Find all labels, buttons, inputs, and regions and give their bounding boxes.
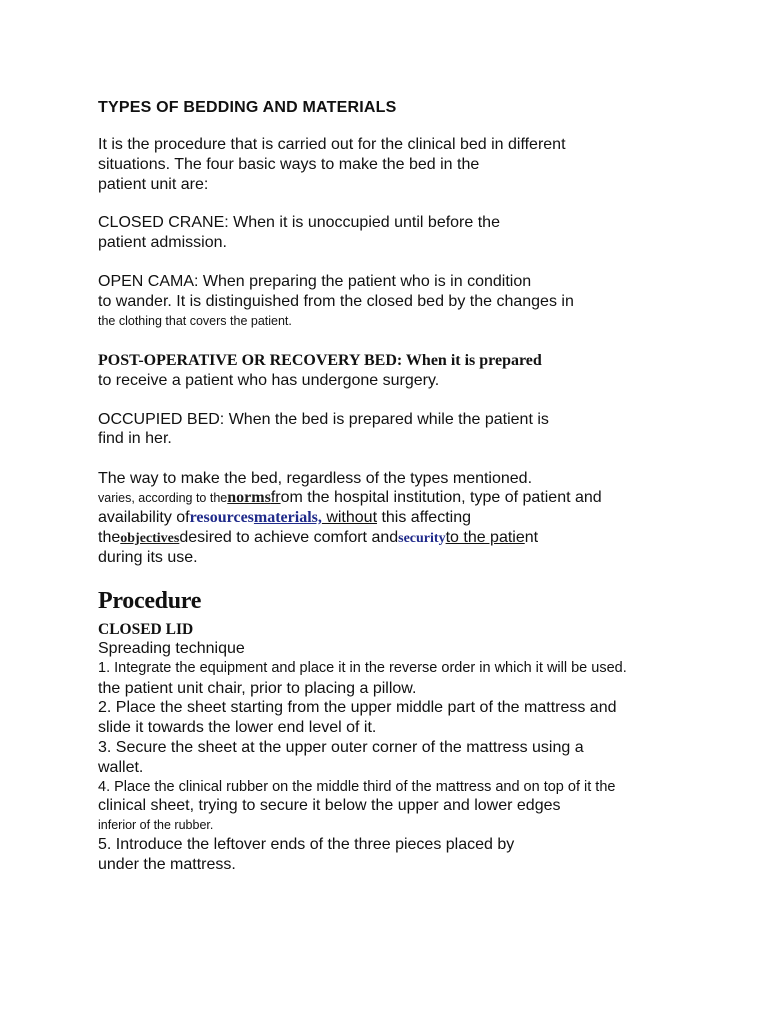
step-line-1: 1. Integrate the equipment and place it in the reverse order in which it will be used. — [98, 660, 627, 676]
step-line-2: the patient unit chair, prior to placing a pillow. — [98, 680, 417, 697]
occupied-line-2: find in her. — [98, 430, 172, 447]
way-line-3 — [98, 508, 471, 528]
post-op-line-1: POST-OPERATIVE OR RECOVERY BED: When it is prepared — [98, 352, 542, 369]
way-line-2-fr: fr — [270, 489, 281, 506]
open-cama-line-3: the clothing that covers the patient. — [98, 314, 292, 328]
step-line-11: under the mattress. — [98, 856, 236, 873]
open-cama-line-1: OPEN CAMA: When preparing the patient who is in condition — [98, 273, 532, 290]
spreading-technique: Spreading technique — [98, 640, 245, 657]
keyword-objectives: objectives — [120, 531, 180, 546]
closed-lid-heading: CLOSED LID — [98, 621, 194, 638]
keyword-resources — [190, 509, 322, 526]
way-line-4 — [98, 528, 538, 549]
step-line-5: 3. Secure the sheet at the upper outer corner of the mattress using a — [98, 739, 584, 756]
closed-crane-line-2: patient admission. — [98, 234, 227, 251]
keyword-norms: norms — [227, 489, 271, 506]
way-line-4-d: nt — [524, 529, 539, 546]
way-line-3-c: this affecting — [377, 509, 471, 526]
way-line-2 — [98, 488, 602, 508]
way-line-4-c: to the patie — [445, 529, 525, 546]
closed-crane-line-1: CLOSED CRANE: When it is unoccupied until before the — [98, 214, 500, 231]
step-line-10: 5. Introduce the leftover ends of the three pieces placed by — [98, 836, 515, 853]
document-title: TYPES OF BEDDING AND MATERIALS — [98, 99, 397, 116]
procedure-heading: Procedure — [98, 588, 202, 614]
keyword-materials: materials, — [253, 509, 322, 526]
post-op-line-2: to receive a patient who has undergone surgery. — [98, 372, 440, 389]
way-line-4-b: desired to achieve comfort and — [179, 529, 399, 546]
way-line-2-small: varies, according to the — [98, 491, 228, 505]
step-line-9: inferior of the rubber. — [98, 818, 214, 832]
step-line-4: slide it towards the lower end level of it. — [98, 719, 377, 736]
open-cama-line-2: to wander. It is distinguished from the closed bed by the changes in — [98, 293, 574, 310]
way-line-4-a: the — [98, 529, 121, 546]
step-line-7: 4. Place the clinical rubber on the middle third of the mattress and on top of it the — [98, 779, 616, 795]
step-line-6: wallet. — [98, 759, 144, 776]
step-line-3: 2. Place the sheet starting from the upper middle part of the mattress and — [98, 699, 617, 716]
keyword-security: security — [398, 531, 446, 546]
way-line-5: during its use. — [98, 549, 198, 566]
way-line-3-a: availability of — [98, 509, 190, 526]
intro-line-3: patient unit are: — [98, 176, 209, 193]
step-line-8: clinical sheet, trying to secure it below the upper and lower edges — [98, 797, 561, 814]
keyword-resources-text: resources — [189, 509, 254, 526]
occupied-line-1: OCCUPIED BED: When the bed is prepared while the patient is — [98, 411, 549, 428]
intro-line-1: It is the procedure that is carried out for the clinical bed in different — [98, 136, 566, 153]
way-line-2-rest: om the hospital institution, type of patient and — [280, 489, 602, 506]
way-line-3-without: without — [321, 509, 378, 526]
intro-line-2: situations. The four basic ways to make the bed in the — [98, 156, 480, 173]
way-line-1: The way to make the bed, regardless of the types mentioned. — [98, 470, 533, 487]
